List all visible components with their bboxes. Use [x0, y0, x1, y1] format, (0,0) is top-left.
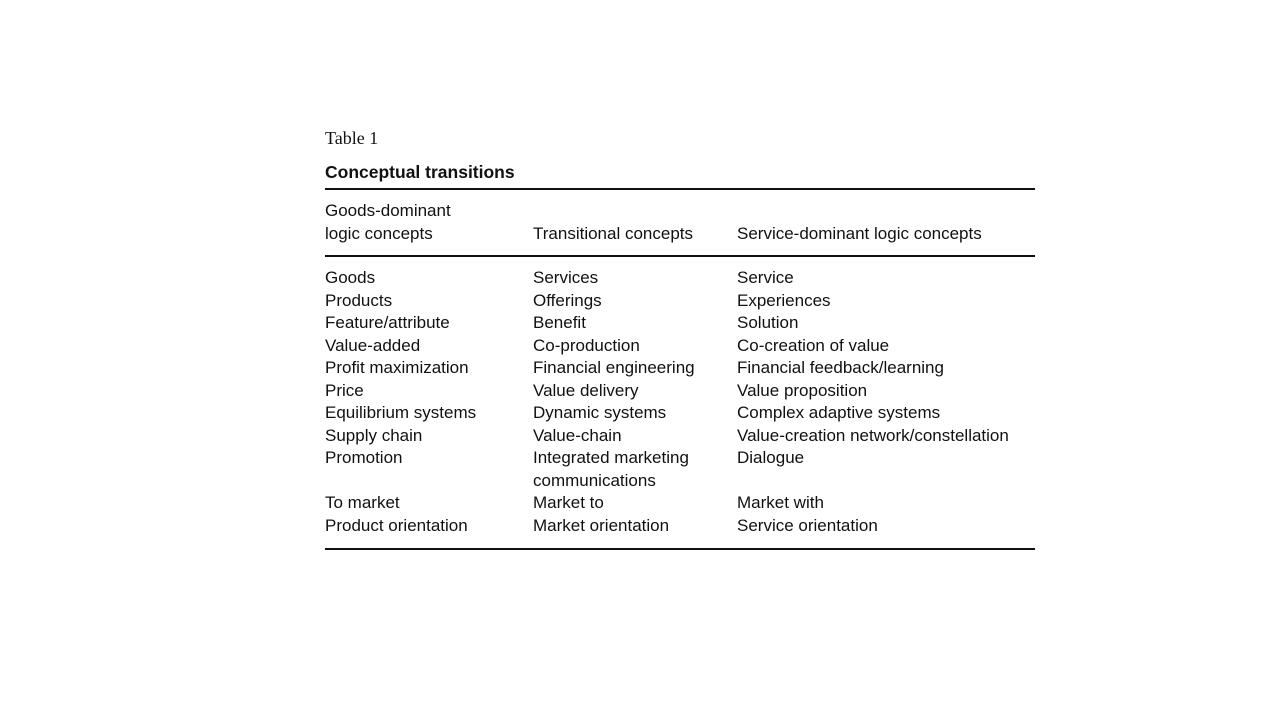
table-row: [325, 380, 1035, 403]
cell-goods-dominant: Promotion: [325, 448, 403, 467]
cell-text: Integrated marketing communications: [533, 448, 689, 490]
table-row: [325, 515, 1035, 550]
cell-goods-dominant: To market: [325, 493, 400, 512]
cell-transitional: Market to: [533, 493, 604, 512]
cell-transitional: Value delivery: [533, 380, 639, 400]
cell-service-dominant: Experiences: [737, 290, 831, 310]
table-number: Table 1: [325, 128, 379, 148]
cell-transitional: Services: [533, 268, 599, 287]
cell-service-dominant: Co-creation of value: [737, 335, 890, 355]
table-row: [325, 256, 1035, 290]
table-row: [325, 402, 1035, 425]
cell-goods-dominant: Products: [325, 290, 393, 310]
cell-goods-dominant: Profit maximization: [325, 358, 469, 377]
cell-goods-dominant: Value-added: [325, 335, 421, 355]
cell-transitional: Financial engineering: [533, 358, 695, 377]
cell-service-dominant: Value proposition: [737, 380, 868, 400]
column-header-transitional: Transitional concepts: [533, 223, 694, 243]
cell-goods-dominant: Price: [325, 380, 364, 400]
cell-transitional: Co-production: [533, 335, 640, 355]
table-body: [325, 256, 1035, 549]
cell-service-dominant: Financial feedback/learning: [737, 358, 944, 377]
conceptual-transitions-table: [325, 190, 1035, 550]
cell-goods-dominant: Goods: [325, 268, 376, 287]
cell-transitional: Dynamic systems: [533, 403, 667, 422]
table-row: [325, 447, 1035, 492]
table-title: Conceptual transitions: [325, 162, 515, 182]
cell-service-dominant: Solution: [737, 313, 799, 332]
cell-goods-dominant: Equilibrium systems: [325, 403, 477, 422]
cell-goods-dominant: Supply chain: [325, 425, 423, 445]
cell-service-dominant: Dialogue: [737, 448, 805, 467]
table-header: [325, 190, 1035, 256]
column-header-goods-dominant-label: Goods-dominant logic concepts: [325, 201, 451, 243]
cell-service-dominant: Service orientation: [737, 515, 878, 535]
table-row: [325, 425, 1035, 448]
table-row: [325, 357, 1035, 380]
table-row: [325, 290, 1035, 313]
table-row: [325, 312, 1035, 335]
cell-goods-dominant: Feature/attribute: [325, 313, 450, 332]
cell-transitional: Value-chain: [533, 425, 622, 445]
table-row: [325, 335, 1035, 358]
table-container: [325, 126, 1035, 550]
cell-transitional: [533, 447, 737, 492]
cell-service-dominant: Complex adaptive systems: [737, 403, 941, 422]
cell-transitional: Offerings: [533, 290, 602, 310]
cell-transitional: Benefit: [533, 313, 586, 332]
cell-service-dominant: Service: [737, 268, 794, 287]
cell-service-dominant: Value-creation network/constellation: [737, 425, 1009, 445]
header-row: [325, 190, 1035, 256]
cell-transitional: Market orientation: [533, 515, 670, 535]
column-header-service-dominant: Service-dominant logic concepts: [737, 223, 982, 243]
cell-service-dominant: Market with: [737, 493, 824, 512]
column-header-goods-dominant: [325, 190, 533, 256]
cell-goods-dominant: Product orientation: [325, 515, 468, 535]
table-row: [325, 492, 1035, 515]
